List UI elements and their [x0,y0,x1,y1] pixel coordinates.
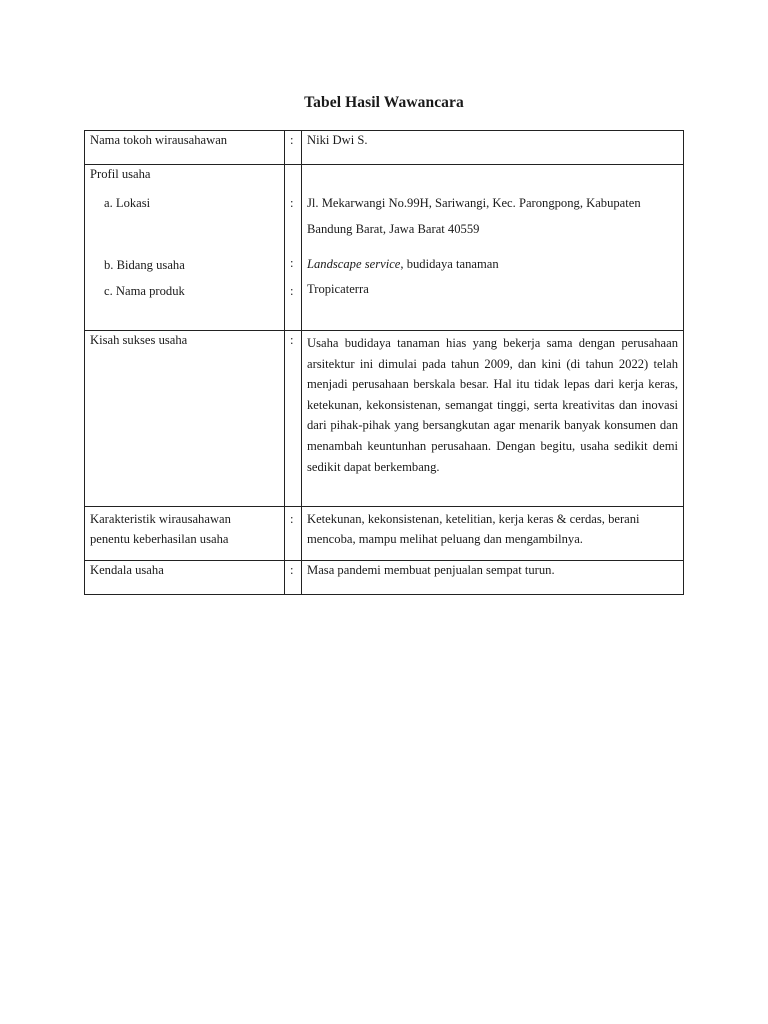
table-row-karakteristik [85,507,684,561]
label-kendala: Kendala usaha [85,561,285,595]
colon: : [285,507,302,561]
table-row-kisah [85,331,684,507]
value-bidang-italic: Landscape service [307,257,401,271]
value-profil-cell [302,165,684,331]
colon: : [285,331,302,507]
colon-profil-cell [285,165,302,331]
value-kisah: Usaha budidaya tanaman hias yang bekerja sama dengan perusahaan arsitektur ini dimulai pada tahun 2009, dan kini (di tahun 2022) telah menjadi perusahaan berskala besar. Hal itu tidak lepas dari kerja keras, ketekunan, kekonsistenan, semangat tinggi, serta kreativitas dan inovasi dari pihak-pihak yang bersangkutan agar menarik banyak konsumen dan menambah keuntunhan perusahaan. Dengan begitu, usaha sedikit demi sedikit dapat berkembang. [302,331,684,507]
colon: : [285,131,302,165]
value-nama: Niki Dwi S. [302,131,684,165]
value-lokasi-line1: Jl. Mekarwangi No.99H, Sariwangi, Kec. Parongpong, Kabupaten [307,196,641,210]
value-kendala: Masa pandemi membuat penjualan sempat turun. [302,561,684,595]
label-nama: Nama tokoh wirausahawan [85,131,285,165]
colon: : [290,196,294,210]
table-row-profil [85,165,684,331]
label-profil-cell [85,165,285,331]
label-profil: Profil usaha [90,167,151,181]
document-title: Tabel Hasil Wawancara [304,94,464,111]
table-row-kendala [85,561,684,595]
colon: : [290,256,294,270]
label-karakteristik-line2: penentu keberhasilan usaha [90,532,229,546]
table-row-nama [85,131,684,165]
value-bidang-usaha [307,257,678,272]
value-lokasi-line2: Bandung Barat, Jawa Barat 40559 [307,222,480,236]
label-kisah: Kisah sukses usaha [85,331,285,507]
interview-table [84,130,684,595]
label-nama-produk: c. Nama produk [104,284,185,298]
value-bidang-rest: , budidaya tanaman [400,257,499,271]
label-karakteristik-line1: Karakteristik wirausahawan [90,512,231,526]
label-lokasi: a. Lokasi [104,196,151,210]
colon: : [290,284,294,298]
colon: : [285,561,302,595]
label-bidang-usaha: b. Bidang usaha [104,258,185,272]
value-nama-produk: Tropicaterra [307,282,369,296]
label-karakteristik-cell [85,507,285,561]
value-karakteristik: Ketekunan, kekonsistenan, ketelitian, kerja keras & cerdas, berani mencoba, mampu melihat peluang dan mengambilnya. [302,507,684,561]
